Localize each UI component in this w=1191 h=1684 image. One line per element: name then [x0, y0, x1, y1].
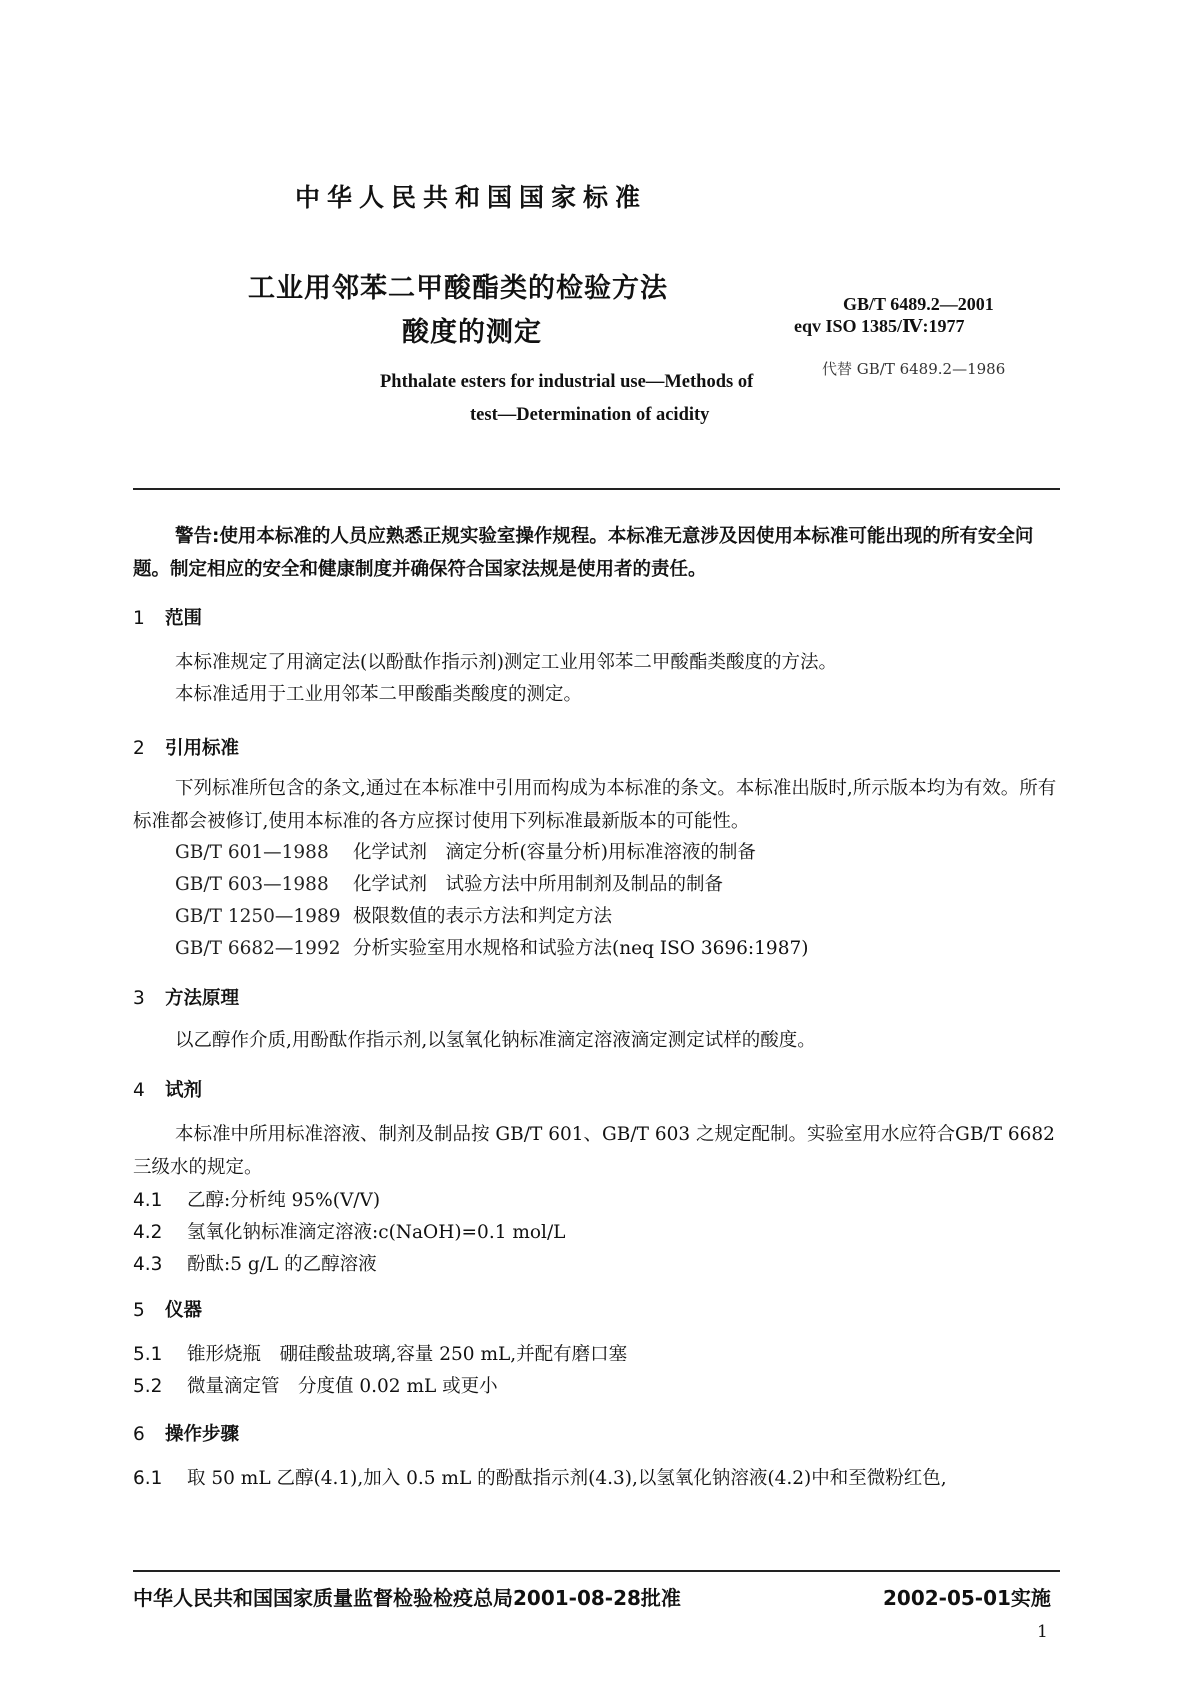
item-text: 微量滴定管 分度值 0.02 mL 或更小: [187, 1376, 498, 1397]
item-number: 4.2: [133, 1222, 163, 1243]
section-title: 操作步骤: [165, 1424, 240, 1445]
footer-divider: [133, 1570, 1060, 1572]
section-heading-principle: [133, 984, 239, 1010]
english-title-line-1: Phthalate esters for industrial use—Methods of: [380, 372, 754, 392]
item-number: 4.3: [133, 1254, 163, 1275]
item-number: 6.1: [133, 1468, 163, 1489]
paragraph: 本标准规定了用滴定法(以酚酞作指示剂)测定工业用邻苯二甲酸酯类酸度的方法。: [175, 652, 837, 673]
section-title: 试剂: [165, 1080, 203, 1101]
reference-code: GB/T 1250—1989: [175, 906, 341, 927]
english-title-line-2: test—Determination of acidity: [470, 405, 710, 425]
section-number: 4: [133, 1080, 145, 1101]
section-number: 3: [133, 988, 145, 1009]
item-number: 5.1: [133, 1344, 163, 1365]
section-heading-apparatus: [133, 1296, 202, 1322]
national-standard-title: 中华人民共和国国家标准: [295, 183, 648, 212]
section-number: 5: [133, 1300, 145, 1321]
section-heading-reagents: [133, 1076, 202, 1102]
reagent-item: [133, 1250, 377, 1276]
apparatus-item: [133, 1372, 498, 1398]
reference-title: 分析实验室用水规格和试验方法(neq ISO 3696:1987): [353, 938, 809, 959]
reference-item: [175, 902, 612, 928]
reagent-item: [133, 1218, 565, 1244]
reference-code: GB/T 6682—1992: [175, 938, 341, 959]
reference-code: GB/T 601—1988: [175, 842, 329, 863]
section-number: 6: [133, 1424, 145, 1445]
section-title: 方法原理: [165, 988, 240, 1009]
paragraph: 下列标准所包含的条文,通过在本标准中引用而构成为本标准的条文。本标准出版时,所示版本均为有效。所有标准都会被修订,使用本标准的各方应探讨使用下列标准最新版本的可能性。: [133, 778, 1057, 832]
safety-warning: 警告:使用本标准的人员应熟悉正规实验室操作规程。本标准无意涉及因使用本标准可能出现的所有安全问题。制定相应的安全和健康制度并确保符合国家法规是使用者的责任。: [133, 526, 1034, 580]
item-text: 取 50 mL 乙醇(4.1),加入 0.5 mL 的酚酞指示剂(4.3),以氢氧化钠溶液(4.2)中和至微粉红色,: [187, 1468, 947, 1489]
page-number: 1: [1037, 1622, 1048, 1642]
section-heading-scope: [133, 604, 202, 630]
item-text: 氢氧化钠标准滴定溶液:c(NaOH)=0.1 mol/L: [187, 1222, 566, 1243]
chinese-title-line-2: 酸度的测定: [402, 317, 542, 348]
section-heading-normative-references: [133, 734, 239, 760]
item-text: 乙醇:分析纯 95%(V/V): [187, 1190, 381, 1211]
reference-code: GB/T 603—1988: [175, 874, 329, 895]
paragraph: 以乙醇作介质,用酚酞作指示剂,以氢氧化钠标准滴定溶液滴定测定试样的酸度。: [175, 1030, 816, 1051]
reagent-item: [133, 1186, 380, 1212]
section-title: 范围: [165, 608, 203, 629]
reference-title: 化学试剂 试验方法中所用制剂及制品的制备: [353, 874, 724, 895]
item-number: 5.2: [133, 1376, 163, 1397]
reference-item: [175, 838, 756, 864]
reference-title: 极限数值的表示方法和判定方法: [353, 906, 613, 927]
item-text: 锥形烧瓶 硼硅酸盐玻璃,容量 250 mL,并配有磨口塞: [187, 1344, 628, 1365]
reference-item: [175, 934, 808, 960]
section-number: 2: [133, 738, 145, 759]
approval-statement: 中华人民共和国国家质量监督检验检疫总局2001-08-28批准: [133, 1586, 681, 1610]
replaces-standard: 代替 GB/T 6489.2—1986: [822, 360, 1006, 378]
section-number: 1: [133, 608, 145, 629]
reference-item: [175, 870, 723, 896]
header-divider: [133, 488, 1060, 490]
section-heading-procedure: [133, 1420, 239, 1446]
standard-equivalence: eqv ISO 1385/Ⅳ:1977: [794, 316, 965, 336]
paragraph: 本标准中所用标准溶液、制剂及制品按 GB/T 601、GB/T 603 之规定配制。实验室用水应符合GB/T 6682三级水的规定。: [133, 1124, 1055, 1178]
section-title: 仪器: [165, 1300, 203, 1321]
section-title: 引用标准: [165, 738, 240, 759]
implementation-date: 2002-05-01实施: [883, 1586, 1051, 1610]
reference-title: 化学试剂 滴定分析(容量分析)用标准溶液的制备: [353, 842, 756, 863]
chinese-title-line-1: 工业用邻苯二甲酸酯类的检验方法: [248, 273, 668, 304]
item-number: 4.1: [133, 1190, 163, 1211]
procedure-item: [133, 1464, 947, 1490]
item-text: 酚酞:5 g/L 的乙醇溶液: [187, 1254, 377, 1275]
standard-number: GB/T 6489.2—2001: [843, 294, 994, 314]
apparatus-item: [133, 1340, 627, 1366]
paragraph: 本标准适用于工业用邻苯二甲酸酯类酸度的测定。: [175, 684, 583, 705]
